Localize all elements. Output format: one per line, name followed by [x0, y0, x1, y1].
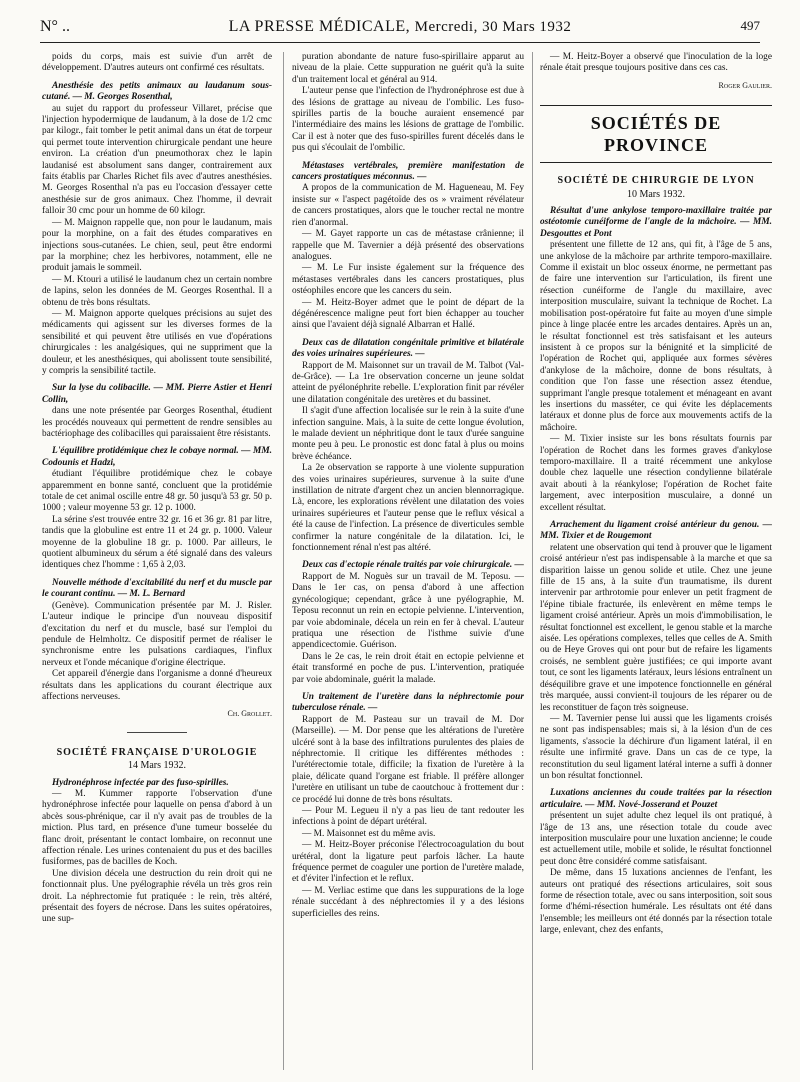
article-heading: L'équilibre protidémique chez le cobaye normal. — MM. Codounis et Hadzi,	[42, 446, 272, 468]
article-heading: Anesthésie des petits animaux au laudanum sous-cutané. — M. Georges Rosenthal,	[42, 80, 272, 103]
paragraph: La sérine s'est trouvée entre 32 gr. 16 et 36 gr. 81 par litre, tandis que la globuline est entre 11 et 24 gr. p. 1000. Valeur moyenne de la globuline 18 gr. p. 1000. Par ailleurs, le quotient albumineux du sérum a été signalé dans des valeurs identiques chez l'homme : 1,65 à 2,03.	[42, 514, 272, 571]
column-3	[540, 52, 772, 1070]
paragraph: dans une note présentée par Georges Rosenthal, étudient les procédés nouveaux qui permettent de rendre sensibles au bactériophage des colibacilles qui paraissaient être résistants.	[42, 406, 272, 439]
paragraph: — M. Tavernier pense lui aussi que les ligaments croisés ne sont pas indispensables; mais si, à la lésion d'un de ces ligaments, s'associe la déchirure d'un ligament latéral, il en résulte une infirmité grave. Dans un cas de ce type, la reconstitution du seul ligament latéral interne a suffi à donner un bon résultat fonctionnel.	[540, 713, 772, 781]
paragraph: (Genève). Communication présentée par M. J. Risler. L'auteur indique le principe d'un nouveau dispositif d'excitation du nerf et du muscle, basé sur l'emploi du pendule de Helmholtz. Ce dispositif permet de réaliser le synchronisme entre les pulsations cardiaques, l'influx nerveux et l'onde mécanique d'origine électrique.	[42, 600, 272, 668]
journal-title: LA PRESSE MÉDICALE,	[228, 18, 411, 35]
article-heading: Deux cas d'ectopie rénale traités par voie chirurgicale. —	[302, 560, 524, 571]
session-date: 10 Mars 1932.	[626, 188, 686, 200]
article-heading: Arrachement du ligament croisé antérieur du genou. — MM. Tixier et de Rougemont	[540, 520, 772, 542]
paragraph: — Pour M. Legueu il n'y a pas lieu de tant redouter les infections à point de départ urétéral.	[292, 806, 524, 828]
society-title: SOCIÉTÉ DE CHIRURGIE DE LYON	[557, 175, 755, 187]
paragraph: au sujet du rapport du professeur Villaret, précise que l'injection hypodermique de laudanum, à la dose de 1/2 cmc par kilogr., fait tomber le petit animal dans un état de torpeur qui permet toute intervention chirurgicale pendant une heure environ. La création d'un pneumothorax chez le lapin laudanisé est absolument sans danger, contrairement aux faits établis par Charles Richet fils avec d'autres anesthésies. M. Georges Rosenthal n'a pas eu l'occasion d'essayer cette anesthésie sur de gros animaux. Chez l'homme, il devrait falloir 30 cmc pour un homme de 60 kilogr.	[42, 103, 272, 217]
paragraph: La 2e observation se rapporte à une violente suppuration des voies urinaires supérieures, survenue à la suite d'une instillation de nitrate d'argent chez un ancien blennorragique. Là, encore, les explorations révèlent une dilatation des voies urinaires supérieures et l'auteur pense que le reflux vésical a été la cause de l'infection. La présence de diverticules semble confirmer la nature congénitale de la dilatation. Ici, le fonctionnement rénal n'est pas altéré.	[292, 463, 524, 554]
paragraph: présentent une fillette de 12 ans, qui fit, à l'âge de 5 ans, une ankylose de la mâchoire par arthrite temporo-maxillaire. Comme il existait un bloc osseux énorme, ne permettant pas de faire une intervention sur l'articulation, ils firent une résection cunéiforme de l'angle du maxillaire, avec interposition musculaire, suivant la technique de Rochet. La mobilisation post-opératoire fut faite au moyen d'une simple pince à linge placée entre les arcades dentaires. Après un an, le résultat fonctionnel est très satisfaisant et les auteurs insistent à ce propos sur la bénignité et la simplicité de l'opération de Rochet qui, appliquée aux formes sévères d'ankylose de la mâchoire, donne de bons résultats, à condition que l'on fasse une résection assez étendue, supprimant l'angle presque totalement et ménageant en avant les insertions du masséter, ce qui évite les déplacements latéraux et donne plus de force aux mouvements actifs de la mâchoire.	[540, 240, 772, 433]
paragraph: Une division décela une destruction du rein droit qui ne fonctionnait plus. Une pyélographie révéla un très gros rein droit. La néphrectomie fut pratiquée : le rein, très altéré, présentait des foyers de nécrose. Dans les suites opératoires, une sup-	[42, 868, 272, 925]
paragraph: présentent un sujet adulte chez lequel ils ont pratiqué, à l'âge de 13 ans, une résection totale du coude avec interposition musculaire pour une luxation ancienne; le coude est actuellement utile, mobile et solide, le résultat fonctionnel peut donc être considéré comme satisfaisant.	[540, 811, 772, 867]
issue-number: N° ..	[40, 18, 70, 35]
article-heading: Luxations anciennes du coude traitées par la résection articulaire. — MM. Nové-Josserand et Pouzet	[540, 788, 772, 810]
society-title: SOCIÉTÉ FRANÇAISE D'UROLOGIE	[56, 746, 258, 758]
paragraph: Dans le 2e cas, le rein droit était en ectopie pelvienne et était transformé en poche de pus. L'intervention, pratiquée par voie abdominale, guérit la malade.	[292, 651, 524, 685]
paragraph: — M. Maignon rappelle que, non pour le laudanum, mais pour la morphine, on a fait des études comparatives en injections sous-cutanées. Le chien, seul, peut être endormi par la morphine; chez les herbivores, notamment, elle ne produit jamais le sommeil.	[42, 217, 272, 274]
paragraph: poids du corps, mais est suivie d'un arrêt de développement. D'autres auteurs ont confirmé ces résultats.	[42, 52, 272, 74]
article-heading: Sur la lyse du colibacille. — MM. Pierre Astier et Henri Collin,	[42, 383, 272, 405]
paragraph: relatent une observation qui tend à prouver que le ligament croisé antérieur n'est pas indispensable à la marche et que sa disparition laisse un genou solide et utile. Chez une jeune fille de 15 ans, à la suite d'un traumatisme, ils durent intervenir par arthrotomie pour enlever un petit fragment de l'épine tibiale fracturée, ils enlevèrent en même temps le ligament croisé antérieur. Après un mois d'immobilisation, le résultat fonctionnel est excellent, le genou stable et la marche aisée. Les opérations complexes, telles que celles de A. Smith ou de Heye Groves qui ont pour but de refaire les ligaments croisés, ne semblent guère justifiées; ce qui importe avant tout, ce sont les ligaments latéraux, leurs lésions entraînent un déséquilibre grave et une impotence fonctionnelle en général très marquée, aussi convient-il toujours de les réparer ou de les reconstituer de façon très soigneuse.	[540, 542, 772, 713]
article-heading: Métastases vertébrales, première manifestation de cancers prostatiques méconnus. —	[292, 160, 524, 183]
paragraph: Rapport de M. Maisonnet sur un travail de M. Talbot (Val-de-Grâce). — La 1re observation concerne un jeune soldat atteint de pyélonéphrite rebelle. L'exploration finit par révéler une dilatation congénitale des uretères et du bassinet.	[292, 360, 524, 405]
page-number: 497	[740, 18, 760, 33]
column-2	[292, 52, 524, 1070]
paragraph: — M. Maignon apporte quelques précisions au sujet des médicaments qui agissent sur les diverses formes de la sensibilité et qui peuvent être utilisés en vue d'opérations chirurgicales : les analgésiques, qui ne suppriment que la douleur, et les anesthésiques, qui abolissent toute sensibilité, y compris la sensibilité tactile.	[42, 308, 272, 376]
header-rule	[40, 42, 760, 43]
paragraph: Rapport de M. Pasteau sur un travail de M. Dor (Marseille). — M. Dor pense que les altérations de l'uretère ulcéré sont à la base des infiltrations purulentes des plaies de néphrectomie. Il critique les différentes méthodes : l'urétérectomie totale, difficile; la fixation de l'uretère à la plaie, délicate quand l'organe est friable. Il préfère allonger l'uretère en utilisant un tube de caoutchouc à frottement dur : ce procédé lui donne de très bons résultats.	[292, 714, 524, 805]
journal-title-line	[40, 18, 760, 36]
paragraph: — M. Heitz-Boyer admet que le point de départ de la dégénérescence maligne peut fort bien échapper au toucher ainsi que l'avaient déjà signalé Albarran et Hallé.	[292, 297, 524, 331]
column-divider	[283, 52, 284, 1070]
article-heading: Nouvelle méthode d'excitabilité du nerf et du muscle par le courant continu. — M. L. Bernard	[42, 577, 272, 600]
paragraph: — M. Le Fur insiste également sur la fréquence des métastases vertébrales dans les cancers prostatiques, plus ostéophiles encore que les cancers du sein.	[292, 263, 524, 297]
column-divider	[532, 52, 533, 1070]
session-date: 14 Mars 1932.	[127, 760, 187, 772]
paragraph: Cet appareil d'énergie dans l'organisme a donné d'heureux résultats dans les applications du courant électrique aux affections nerveuses.	[42, 669, 272, 702]
paragraph: L'auteur pense que l'infection de l'hydronéphrose est due à des lésions de grattage au niveau de l'ombilic. Les fuso-spirilles partis de la bouche auraient ensemencé par l'intermédiaire des mains les lésions de grattage de l'ombilic. Car il est à noter que des fuso-spirilles furent décelés dans le pus qui s'écoulait de l'ombilic.	[292, 86, 524, 154]
section-separator	[127, 732, 187, 733]
section-banner: SOCIÉTÉS DE PROVINCE	[540, 105, 772, 163]
page-header	[40, 18, 760, 40]
paragraph: Il s'agit d'une affection localisée sur le rein à la suite d'une infection sanguine. Mais, à la suite de cette longue évolution, le malade devient un néphritique dont le taux d'urée sanguine monte peu à peu. Le pronostic est donc fatal à plus ou moins brève échéance.	[292, 406, 524, 462]
paragraph: — M. Kummer rapporte l'observation d'une hydronéphrose infectée pour laquelle on pensa d'abord à un abcès sous-phrénique, car il n'y avait pas de troubles de la miction. Plus tard, en présence d'une tumeur bosselée du flanc droit, présentant le contact lombaire, on reconnut une affection rénale. Les urines contenaient du pus et des bacilles fusiformes, pas de bacilles de Koch.	[42, 788, 272, 868]
issue-date: Mercredi, 30 Mars 1932	[414, 19, 572, 35]
author-signature: Ch. Grollet.	[227, 709, 272, 719]
paragraph: — M. Heitz-Boyer préconise l'électrocoagulation du bout urétéral, dont la ligature peut parfois lâcher. La haute fréquence permet de coaguler une portion de l'uretère malade, et d'éviter l'infection et le reflux.	[292, 840, 524, 885]
article-heading: Hydronéphrose infectée par des fuso-spirilles.	[52, 777, 229, 788]
article-heading: Deux cas de dilatation congénitale primitive et bilatérale des voies urinaires supérieures. —	[292, 337, 524, 360]
author-signature: Roger Gaulier.	[718, 80, 772, 90]
paragraph: A propos de la communication de M. Hagueneau, M. Fey insiste sur « l'aspect pagétoïde des os » vraiment révélateur de cancers prostatiques, alors que le toucher rectal ne montre rien d'anormal.	[292, 183, 524, 228]
column-1	[42, 52, 272, 1070]
paragraph: — M. Maisonnet est du même avis.	[302, 828, 436, 839]
paragraph: — M. Verliac estime que dans les suppurations de la loge rénale succédant à des néphrectomies il y a des lésions superficielles des reins.	[292, 885, 524, 919]
article-heading: Résultat d'une ankylose temporo-maxillaire traitée par ostéotomie cunéiforme de l'angle de la mâchoire. — MM. Desgouttes et Pont	[540, 206, 772, 239]
paragraph: — M. Heitz-Boyer a observé que l'inoculation de la loge rénale était presque toujours positive dans ces cas.	[540, 52, 772, 74]
paragraph: étudiant l'équilibre protidémique chez le cobaye apparemment en bonne santé, concluent que la protidémie totale de cet animal oscille entre 48 gr. 50 jusqu'à 53 gr. 50 p. 1000 ; valeur moyenne 53 gr. 12 p. 1000.	[42, 469, 272, 514]
paragraph: — M. Gayet rapporte un cas de métastase crânienne; il rappelle que M. Tavernier a déjà présenté des observations analogues.	[292, 229, 524, 262]
paragraph: — M. Ktouri a utilisé le laudanum chez un certain nombre de lapins, selon les données de M. Georges Rosenthal. Il a obtenu de très bons résultats.	[42, 274, 272, 308]
paragraph: De même, dans 15 luxations anciennes de l'enfant, les auteurs ont pratiqué des résections articulaires, soit sous forme de résection totale, avec ou sans interposition, soit sous forme d'hémi-résection humérale. Les résultats ont été dans l'ensemble; les meilleurs ont été donnés par la résection totale large, enlevant, chez des enfants,	[540, 868, 772, 936]
article-heading: Un traitement de l'uretère dans la néphrectomie pour tuberculose rénale. —	[292, 691, 524, 714]
paragraph: — M. Tixier insiste sur les bons résultats fournis par l'opération de Rochet dans les formes graves d'ankylose temporo-maxillaire. Il a traité récemment une ankylose double chez laquelle une résection condylienne bilatérale avait abouti à la réankylose; l'opération de Rochet faite largement, avec interposition musculaire, a donné un excellent résultat.	[540, 434, 772, 513]
paragraph: Rapport de M. Noguès sur un travail de M. Teposu. — Dans le 1er cas, on pensa d'abord à une affection gynécologique; cependant, grâce à une pyélographie, M. Teposu reconnut un rein en ectopie pelvienne. L'intervention, par voie abdominale, décela un rein en fer à cheval. L'auteur pratiqua une résection de l'isthme suivie d'une appendicectomie. Guérison.	[292, 571, 524, 651]
paragraph: puration abondante de nature fuso-spirillaire apparut au niveau de la plaie. Cette suppuration ne guérit qu'à la suite d'un traitement local et général au 914.	[292, 52, 524, 85]
